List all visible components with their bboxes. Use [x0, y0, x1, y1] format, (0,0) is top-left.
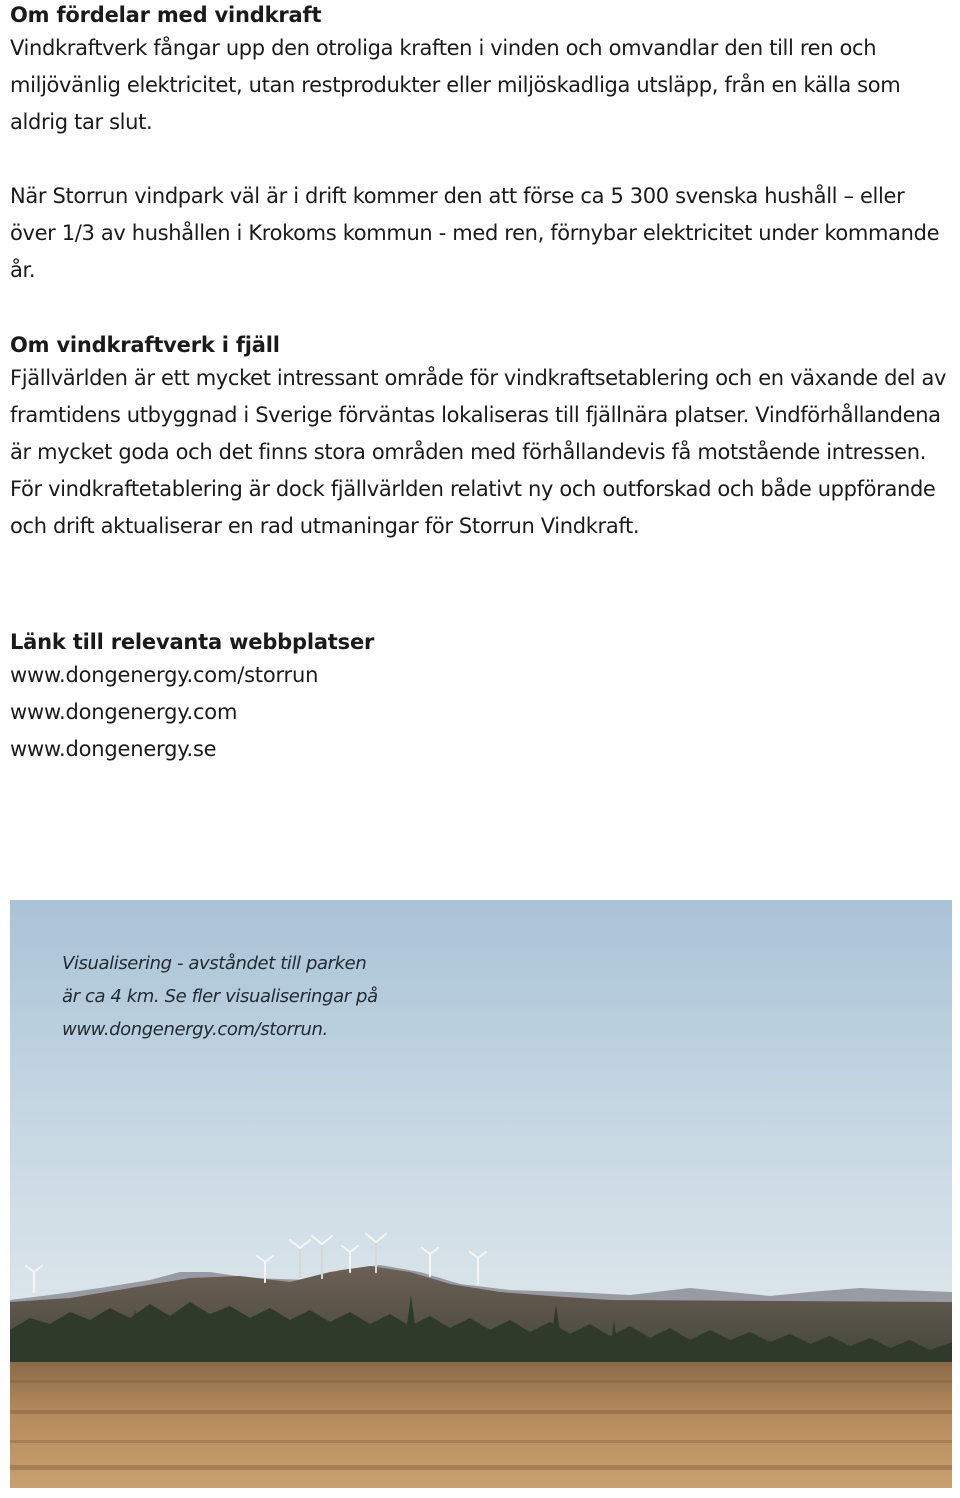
section-heading-links: Länk till relevanta webbplatser: [10, 630, 375, 654]
link-storrun[interactable]: www.dongenergy.com/storrun: [10, 663, 319, 687]
caption-line: är ca 4 km. Se fler visualiseringar på: [62, 986, 378, 1007]
caption-line: www.dongenergy.com/storrun.: [62, 1019, 328, 1040]
link-dongenergy-com[interactable]: www.dongenergy.com: [10, 700, 238, 724]
section-links: [10, 627, 955, 768]
paragraph-benefits-2: När Storrun vindpark väl är i drift kommer den att förse ca 5 300 svenska hushåll – eller över 1/3 av hushållen i Krokoms kommun - med ren, förnybar elektricitet under kommande år.: [10, 184, 940, 282]
photo-caption: [62, 947, 462, 1046]
wind-park-visualisation-photo: [10, 900, 952, 1488]
caption-line: Visualisering - avståndet till parken: [62, 953, 367, 974]
section-benefits: [10, 0, 955, 289]
paragraph-mountains: Fjällvärlden är ett mycket intressant område för vindkraftsetablering och en växande del av framtidens utbyggnad i Sverige förväntas lokaliseras till fjällnära platser. Vindförhållandena är mycket goda och det finns stora områden med förhållandevis få motstående intressen. För vindkraftetablering är dock fjällvärlden relativt ny och outforskad och både uppförande och drift aktualiserar en rad utmaningar för Storrun Vindkraft.: [10, 366, 947, 538]
section-heading-mountains: Om vindkraftverk i fjäll: [10, 333, 280, 357]
paragraph-benefits-1: Vindkraftverk fångar upp den otroliga kraften i vinden och omvandlar den till ren och miljövänlig elektricitet, utan restprodukter eller miljöskadliga utsläpp, från en källa som aldrig tar slut.: [10, 36, 901, 134]
link-dongenergy-se[interactable]: www.dongenergy.se: [10, 737, 217, 761]
section-heading-benefits: Om fördelar med vindkraft: [10, 3, 322, 27]
section-mountains: [10, 330, 955, 545]
